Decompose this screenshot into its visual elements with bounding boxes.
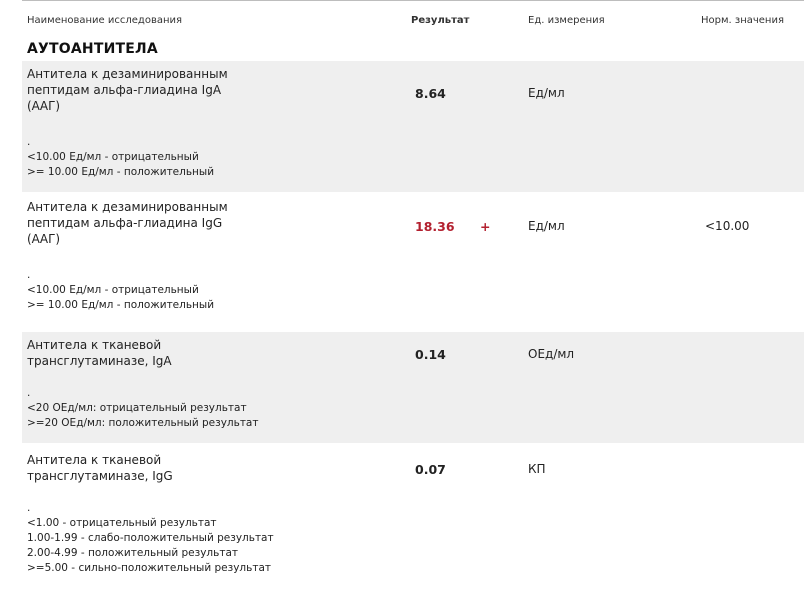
test-name-line: пептидам альфа-глиадина IgG <box>27 216 223 230</box>
header-name: Наименование исследования <box>27 15 183 26</box>
table-row <box>22 61 804 192</box>
test-name-line: Антитела к дезаминированным <box>27 67 228 81</box>
test-name-line: (ААГ) <box>27 99 61 113</box>
note-line: . <box>27 387 31 399</box>
test-norm: <10.00 <box>705 219 750 233</box>
test-name-line: Антитела к дезаминированным <box>27 200 228 214</box>
note-line: 2.00-4.99 - положительный результат <box>27 547 238 559</box>
reference-notes <box>27 268 527 313</box>
reference-notes <box>27 386 527 431</box>
abnormal-flag: + <box>480 219 491 234</box>
test-name-line: трансглутаминазе, IgG <box>27 469 173 483</box>
test-name-line: трансглутаминазе, IgA <box>27 354 172 368</box>
test-result: 8.64 <box>415 86 446 101</box>
section-title: АУТОАНТИТЕЛА <box>27 41 158 57</box>
test-name-line: Антитела к тканевой <box>27 453 162 467</box>
test-unit: ОЕд/мл <box>528 347 575 361</box>
test-name <box>27 452 277 484</box>
note-line: <10.00 Ед/мл - отрицательный <box>27 151 199 163</box>
note-line: >=5.00 - сильно-положительный результат <box>27 562 272 574</box>
test-name <box>27 66 277 114</box>
table-row <box>22 447 804 597</box>
table-header <box>0 7 804 33</box>
note-line: <10.00 Ед/мл - отрицательный <box>27 284 199 296</box>
table-row <box>22 332 804 443</box>
note-line: >= 10.00 Ед/мл - положительный <box>27 299 215 311</box>
test-name-line: пептидам альфа-глиадина IgA <box>27 83 222 97</box>
note-line: >=20 ОЕд/мл: положительный результат <box>27 417 259 429</box>
reference-notes <box>27 501 527 576</box>
note-line: <1.00 - отрицательный результат <box>27 517 217 529</box>
test-name-line: Антитела к тканевой <box>27 338 162 352</box>
note-line: . <box>27 136 31 148</box>
test-name-line: (ААГ) <box>27 232 61 246</box>
top-border <box>22 0 804 4</box>
test-name <box>27 199 277 247</box>
note-line: <20 ОЕд/мл: отрицательный результат <box>27 402 247 414</box>
test-unit: Ед/мл <box>528 86 565 100</box>
test-result: 18.36 <box>415 219 455 234</box>
test-result: 0.07 <box>415 462 446 477</box>
test-unit: КП <box>528 462 546 476</box>
header-unit: Ед. измерения <box>528 15 605 26</box>
reference-notes <box>27 135 527 180</box>
note-line: >= 10.00 Ед/мл - положительный <box>27 166 215 178</box>
note-line: . <box>27 502 31 514</box>
note-line: . <box>27 269 31 281</box>
note-line: 1.00-1.99 - слабо-положительный результат <box>27 532 274 544</box>
header-norm: Норм. значения <box>701 15 784 26</box>
test-result: 0.14 <box>415 347 446 362</box>
test-name <box>27 337 277 369</box>
test-unit: Ед/мл <box>528 219 565 233</box>
header-result: Результат <box>411 15 470 26</box>
table-row <box>22 194 804 325</box>
